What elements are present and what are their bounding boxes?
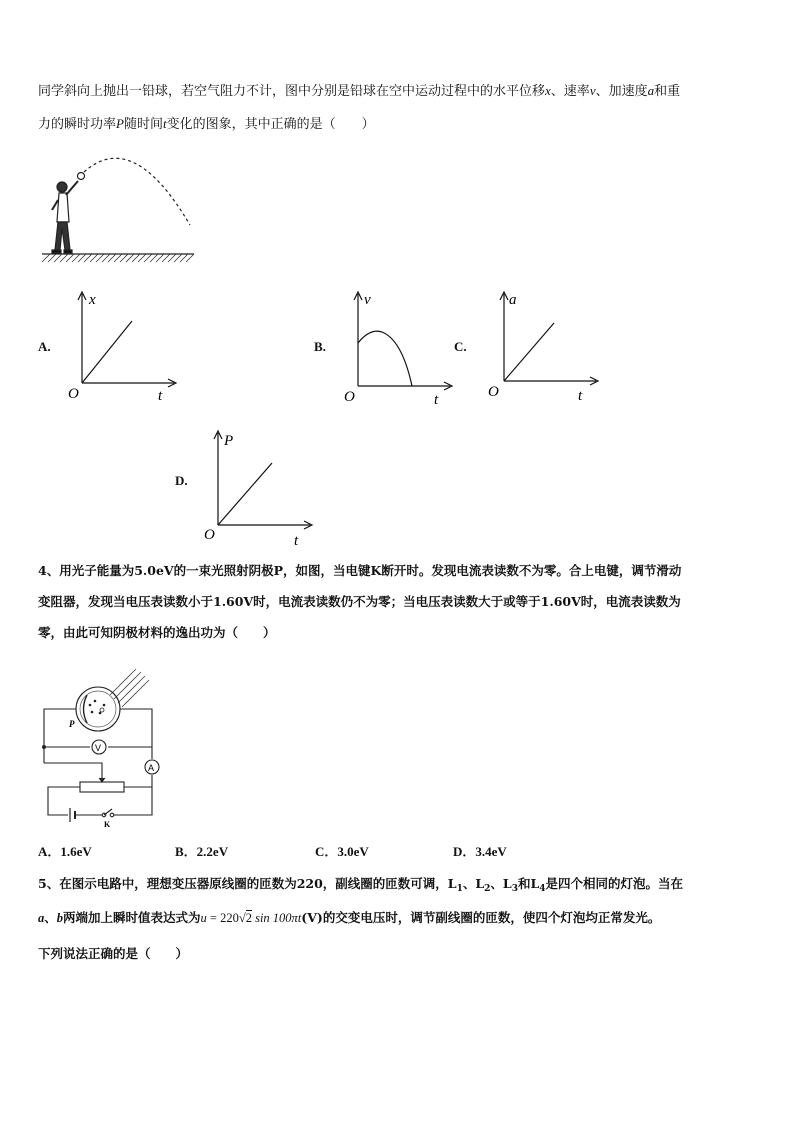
graph-a-origin: O <box>68 386 79 402</box>
q3-line1-end: 和重 <box>654 84 681 99</box>
q3-line2-text: 随时间 <box>123 117 163 132</box>
graph-d-ylabel: P <box>224 433 234 449</box>
shot-ball <box>78 173 85 180</box>
voltage-formula <box>201 910 302 925</box>
formula-eq: = 220 <box>209 911 239 925</box>
graph-a-line <box>82 321 132 383</box>
formula-rest: sin 100πt <box>255 911 302 925</box>
graph-c-xlabel: t <box>578 388 583 404</box>
q5-sep: 和L <box>517 876 540 891</box>
q3-line-2 <box>38 115 375 134</box>
graph-d-line <box>218 463 272 525</box>
sub-1: 1 <box>456 884 463 894</box>
graph-b-curve <box>358 331 412 386</box>
q5-line-1 <box>38 875 683 898</box>
voltmeter-label: V <box>95 743 102 753</box>
graph-c <box>484 288 604 403</box>
var-t: t <box>162 116 167 131</box>
var-x: x <box>545 83 551 98</box>
formula-sqrt-val: 2 <box>245 911 252 925</box>
q5-sep: 、 <box>44 910 57 925</box>
q4-option-b[interactable]: B．2.2eV <box>175 844 229 859</box>
q4-line-2: 变阻器，发现当电压表读数小于1.60V时，电流表读数仍不为零；当电压表读数大于或等于1.60V时，电流表读数为 <box>38 594 681 609</box>
sub-2: 2 <box>484 884 491 894</box>
var-a: a <box>647 83 655 98</box>
q5-line-2 <box>38 909 660 927</box>
q3-sep: 、速率 <box>550 84 590 99</box>
cathode-label: P <box>69 719 75 729</box>
var-v: v <box>589 83 596 98</box>
graph-d <box>200 425 320 547</box>
q4-option-a[interactable]: A．1.6eV <box>38 844 92 859</box>
q4-option-c[interactable]: C．3.0eV <box>315 844 369 859</box>
q5-line-3: 下列说法正确的是（ ） <box>38 946 189 961</box>
graph-a-xlabel: t <box>158 388 163 404</box>
rheostat <box>80 782 124 792</box>
option-c-label[interactable]: C. <box>454 339 467 354</box>
shot-put-illustration <box>38 150 198 268</box>
var-P: P <box>116 116 124 131</box>
battery <box>70 808 75 822</box>
option-a-label[interactable]: A. <box>38 339 51 354</box>
q4-option-d[interactable]: D．3.4eV <box>453 844 507 859</box>
photoelectric-circuit <box>40 665 180 835</box>
q3-line1-text: 同学斜向上抛出一铅球，若空气阻力不计，图中分别是铅球在空中运动过程中的水平位移 <box>38 84 546 99</box>
q5-sep: 、L <box>490 876 512 891</box>
sub-4: 4 <box>539 884 546 894</box>
option-b-label[interactable]: B. <box>314 339 326 354</box>
q4-line-1: 4、用光子能量为5.0eV的一束光照射阴极P，如图，当电键K断开时。发现电流表读数不为零。合上电键，调节滑动 <box>38 563 682 578</box>
q5-line1-end: 是四个相同的灯泡。当在 <box>545 876 684 891</box>
q3-line2-end: 变化的图象，其中正确的是（ ） <box>166 117 375 132</box>
q3-line-1 <box>38 82 680 101</box>
q4-line-3: 零，由此可知阴极材料的逸出功为（ ） <box>38 625 276 640</box>
light-rays <box>110 669 149 707</box>
graph-b-ylabel: v <box>364 292 371 308</box>
phototube <box>76 687 120 731</box>
switch-k <box>102 809 114 817</box>
graph-a <box>62 288 182 403</box>
person-figure <box>52 181 78 253</box>
sub-3: 3 <box>511 884 518 894</box>
switch-label: K <box>104 820 111 829</box>
sqrt-sign: √ <box>238 911 246 925</box>
graph-d-xlabel: t <box>294 533 299 549</box>
trajectory-curve <box>84 158 190 225</box>
formula-u: u <box>200 911 207 925</box>
var-b-terminal: b <box>56 911 64 925</box>
q3-line2-text: 力的瞬时功率 <box>38 117 117 132</box>
graph-b-xlabel: t <box>434 392 439 408</box>
q5-line1-text: 5、在图示电路中，理想变压器原线圈的匝数为220，副线圈的匝数可调，L <box>38 876 457 891</box>
graph-a-ylabel: x <box>89 292 96 308</box>
graph-c-ylabel: a <box>509 292 517 308</box>
q5-line2-text: 两端加上瞬时值表达式为 <box>63 910 201 925</box>
graph-c-line <box>504 323 554 381</box>
var-a-terminal: a <box>38 911 45 925</box>
q5-sep: 、L <box>462 876 485 891</box>
q5-line2-end: (V)的交变电压时，调节副线圈的匝数，使四个灯泡均正常发光。 <box>301 910 661 925</box>
ground-hatch <box>42 254 194 262</box>
graph-b <box>340 288 460 406</box>
graph-b-origin: O <box>344 389 355 405</box>
q3-sep: 、加速度 <box>595 84 648 99</box>
graph-c-origin: O <box>488 384 499 400</box>
option-d-label[interactable]: D. <box>175 473 188 488</box>
ammeter-label: A <box>148 763 155 773</box>
graph-d-origin: O <box>204 527 215 543</box>
